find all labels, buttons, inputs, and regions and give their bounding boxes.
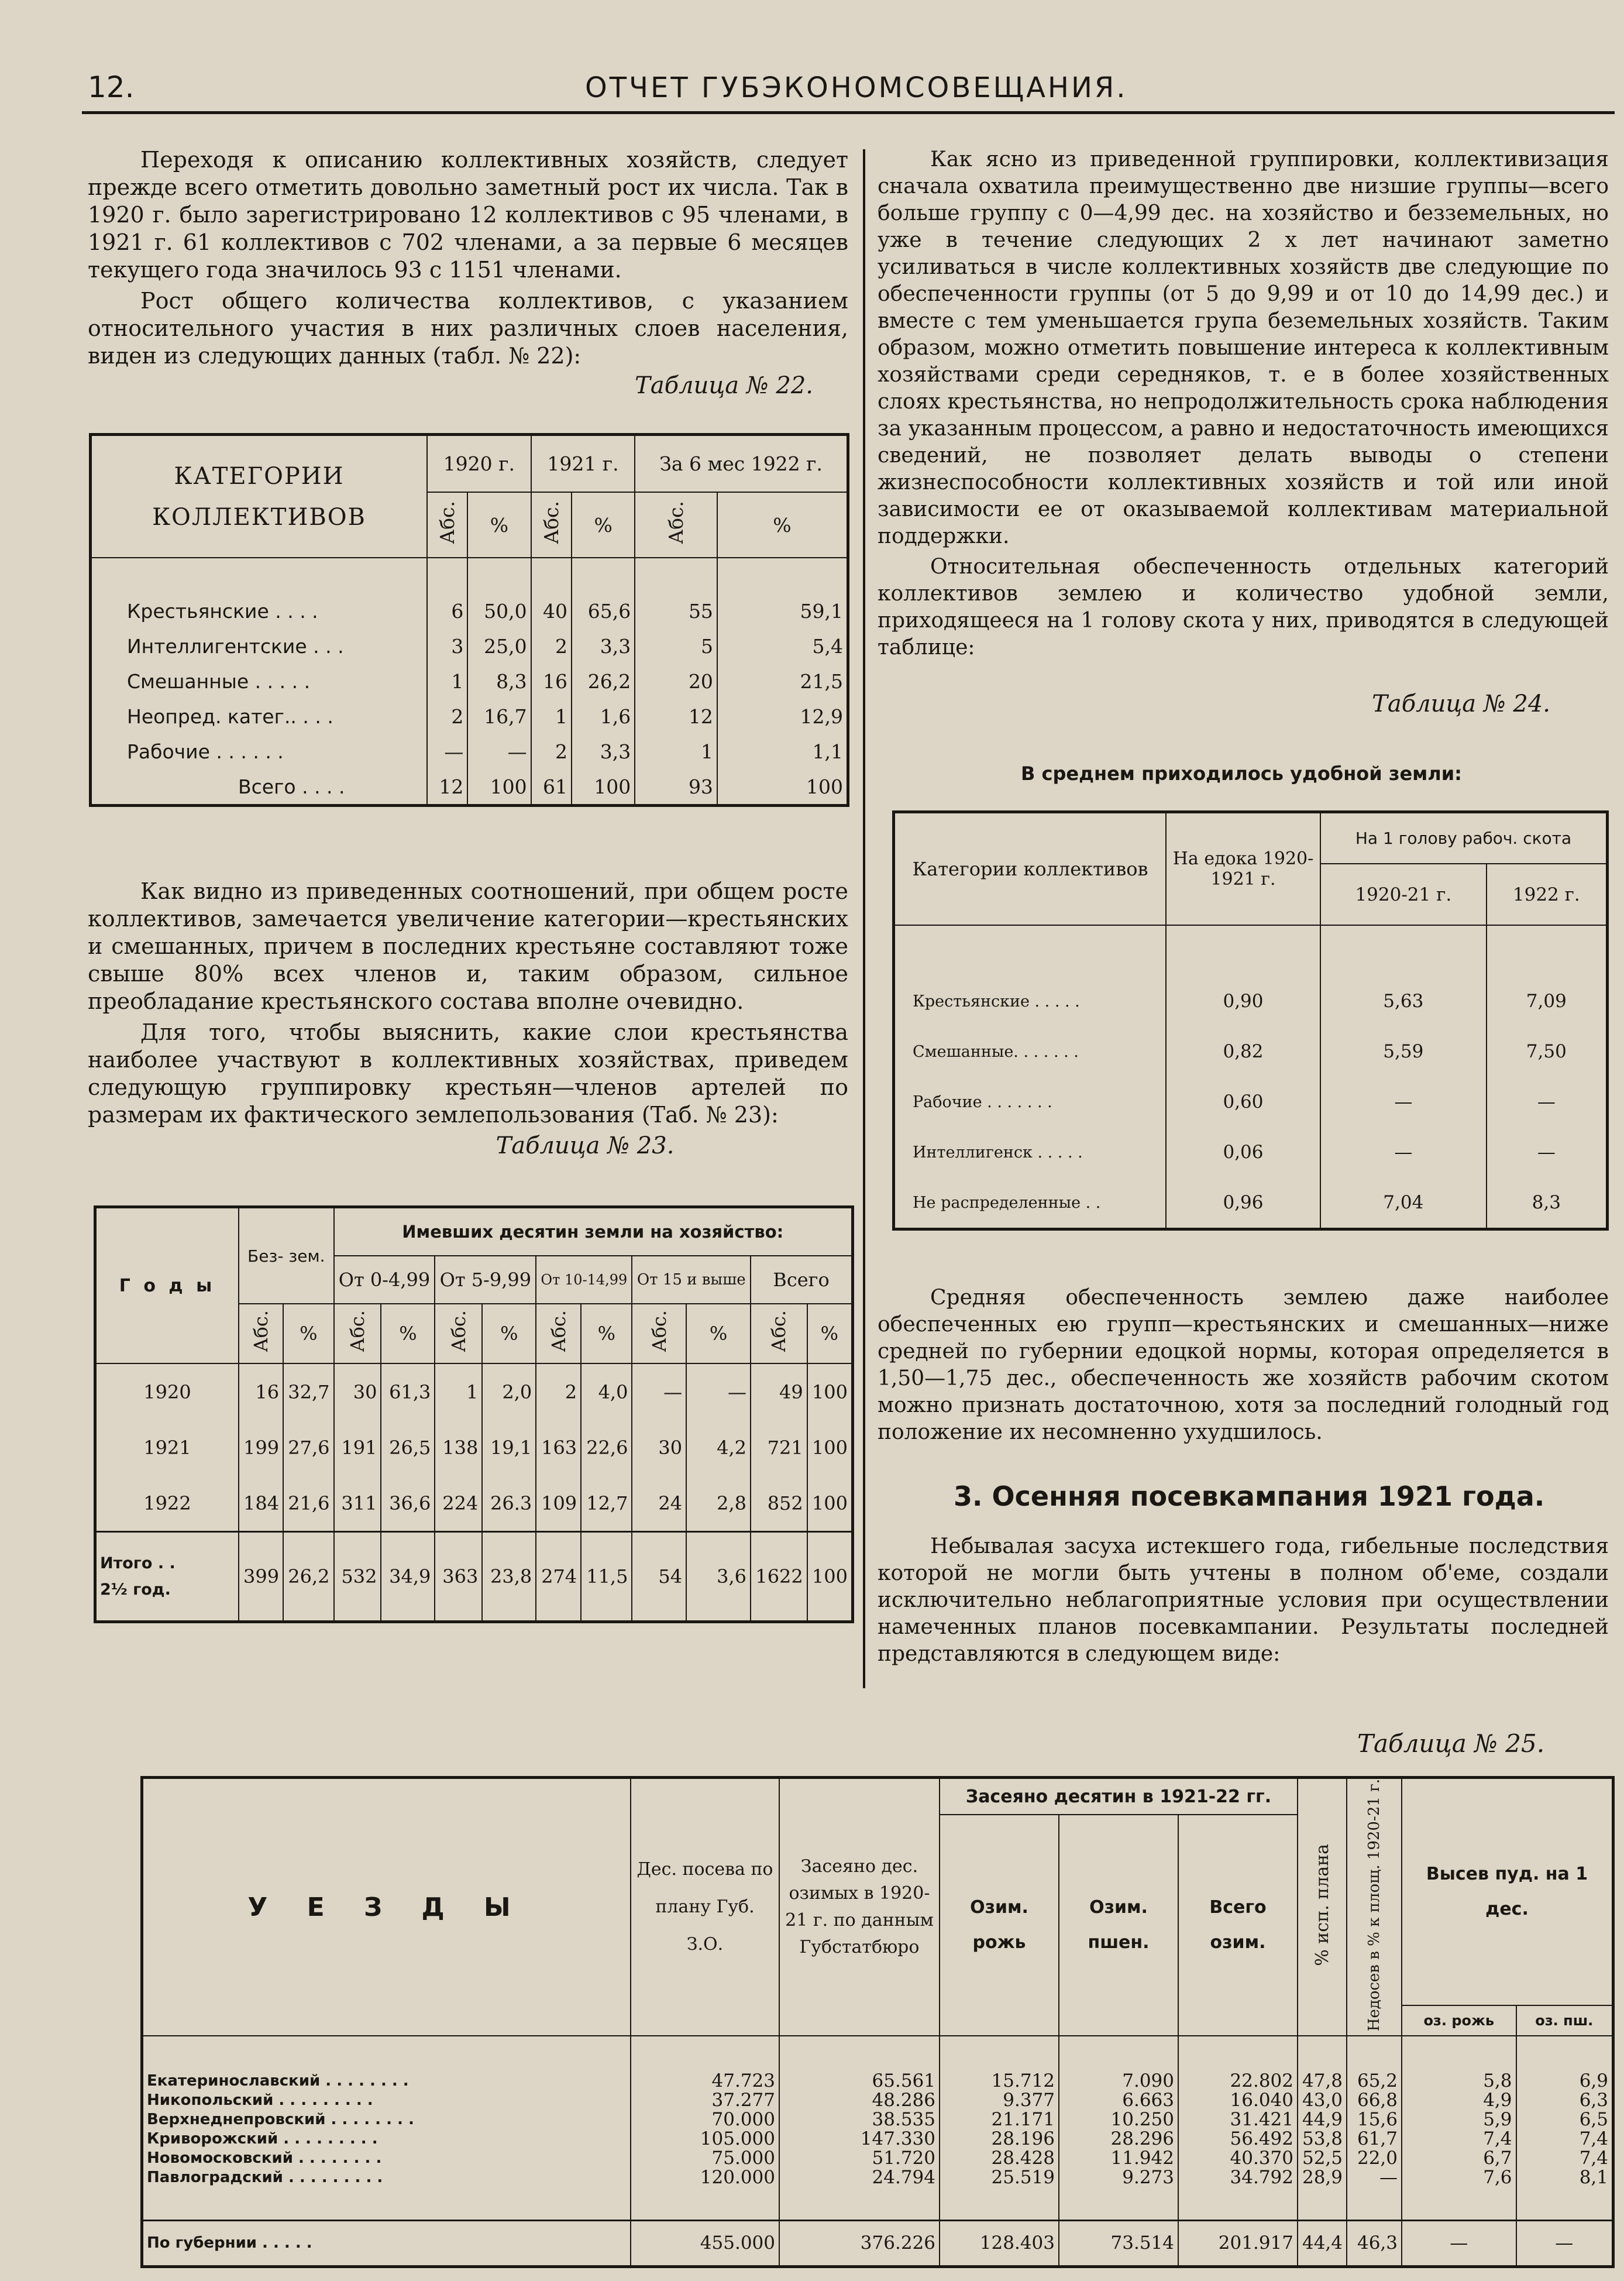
page-title: ОТЧЕТ ГУБЭКОНОМСОВЕЩАНИЯ. [585,71,1128,104]
t23-group-header: Имевших десятин земли на хозяйство: [334,1207,853,1256]
paragraph: Средняя обеспеченность землею даже наиболее обеспеченных ею групп—крестьянских и смешанных—ниже средней по губернии едоцкой нормы, которая определяется в 1,50—1,75 дес., обеспеченность же хозяйств рабочим скотом можно признать достаточною, хотя за последний голодный год положение их несомненно ухудшилось. [878,1286,1609,1444]
table-row-total: По губернии . . . . . 455.000 376.226 128.403 73.514 201.917 44,4 46,3 — — [142,2221,1613,2267]
table-row: Смешанные . . . . . 1 8,3 16 26,2 20 21,5 [91,664,848,699]
t25-pshen-header: Озим. пшен. [1059,1815,1178,2036]
table-row-total: Всего . . . . 12 100 61 100 93 100 [91,769,848,806]
t22-pct-header: % [467,492,531,558]
table-row: Екатеринославский . . . . . . . . 47.723 65.561 15.712 7.090 22.802 47,8 65,2 5,8 6,9 [142,2072,1613,2091]
right-column-text-4 [878,1533,1609,1671]
paragraph: Для того, чтобы выяснить, какие слои крестьянства наиболее участвуют в коллективных хозяйствах, приведем следующую группировку крестьян—членов артелей по размерам их фактического землепользования (Таб. № 23): [88,1019,848,1128]
t25-vysev-header: Высев пуд. на 1 дес. [1402,1778,1613,2006]
t24-col1-header: Категории коллективов [894,812,1167,926]
table-row: Не распределенные . . 0,96 7,04 8,3 [894,1177,1608,1229]
table-row: Смешанные. . . . . . . 0,82 5,59 7,50 [894,1026,1608,1077]
t23-group: От 15 и выше [632,1256,751,1304]
table-row: Крестьянские . . . . 6 50,0 40 65,6 55 59,1 [91,593,848,628]
right-column-text-3 [878,1284,1609,1449]
table24-caption: Таблица № 24. [1372,691,1550,717]
t22-year-header: За 6 мес 1922 г. [635,435,848,493]
table22-caption: Таблица № 22. [635,372,813,399]
table-row: Рабочие . . . . . . . 0,60 — — [894,1077,1608,1127]
t23-years-header: Г о д ы [95,1207,239,1364]
page-number: 12. [88,70,135,104]
table-row: Новомосковский . . . . . . . . 75.000 51.720 28.428 11.942 40.370 52,5 22,0 6,7 7,4 [142,2149,1613,2168]
table-row: Верхнеднепровский . . . . . . . . 70.000 38.535 21.171 10.250 31.421 44,9 15,6 5,9 6,5 [142,2110,1613,2129]
paragraph: Рост общего количества коллективов, с указанием относительного участия в них различных слоев населения, виден из следующих данных (табл. № 22): [88,288,848,369]
table-25 [140,1776,1615,2268]
t25-vysev-b-header: оз. пш. [1516,2005,1613,2036]
table-row: Крестьянские . . . . . 0,90 5,63 7,09 [894,976,1608,1026]
t25-vsego-header: Всего озим. [1178,1815,1298,2036]
table-row-total: Итого . . 2½ год. 399 26,2 532 34,9 363 23,8 274 11,5 54 3,6 1622 100 [95,1532,853,1622]
table-row: Интеллигенск . . . . . 0,06 — — [894,1127,1608,1177]
t22-year-header: 1920 г. [427,435,531,493]
table-row: 1920 16 32,7 30 61,3 1 2,0 2 4,0 — — 49 100 [95,1363,853,1420]
t22-category-header: КАТЕГОРИИ КОЛЛЕКТИВОВ [91,435,428,558]
table24-subtitle: В среднем приходилось удобной земли: [1021,762,1462,785]
t23-group: От 0-4,99 [334,1256,435,1304]
t25-zaseyano-header: Засеяно дес. озимых в 1920-21 г. по данным Губстатбюро [779,1778,940,2036]
table-row: 1921 199 27,6 191 26,5 138 19,1 163 22,6 30 4,2 721 100 [95,1420,853,1475]
paragraph: Как ясно из приведенной группировки, коллективизация сначала охватила преимущественно две низшие группы—всего больше группу с 0—4,99 дес. на хозяйство и безземельных, но уже в течение следующих 2 х лет начинают заметно усиливаться в числе коллективных хозяйств две следующие по обеспеченности группы (от 5 до 9,99 и от 10 до 14,99 дес.) и вместе с тем уменьшается група беземельных хозяйств. Таким образом, можно отметить повышение интереса к коллективным хозяйствами среди середняков, т. е в более хозяйственных слоях крестьянства, но непродолжительность срока наблюдения за указанным процессом, а равно и недостаточность имеющихся сведений, не позволяет делать выводы о степени жизнеспособности коллективных хозяйств и той или иной зависимости ее от оказываемой коллективам материальной поддержки. [878,147,1609,548]
t22-year-header: 1921 г. [531,435,635,493]
table-row: Криворожский . . . . . . . . . 105.000 147.330 28.196 28.296 56.492 53,8 61,7 7,4 7,4 [142,2129,1613,2149]
t24-col3b-header: 1922 г. [1487,864,1608,925]
t25-vysev-a-header: оз. рожь [1402,2005,1516,2036]
table-23: Г о д ы Без- зем. Имевших десятин земли на хозяйство: От 0-4,99 От 5-9,99 От 10-14,99 От 15 и выше Всего Абс. % Абс. % Абс. % Абс. % Абс. % Абс. % 1920 16 32,7 30 61,3 1 2,0 2 4,0 — — 49 100 1921 199 27,6 191 26,5 138 19,1 163 22,6 30 4,2 721 100 1922 184 21,6 311 36,6 224 26.3 109 12,7 24 2,8 852 100 Итого . . 2½ год. 399 26,2 532 34,9 363 23,8 274 11,5 54 3,6 1622 100 [94,1205,854,1623]
table23-caption: Таблица № 23. [496,1132,675,1159]
t23-group: Всего [751,1256,852,1304]
column-divider [863,149,865,1688]
t25-group-header: Засеяно десятин в 1921-22 гг. [940,1778,1298,1815]
t25-pct-header: % исп. плана [1312,1843,1333,1966]
t24-col3-header: На 1 голову рабоч. скота [1320,812,1608,864]
t25-plan-header: Дес. посева по плану Губ. З.О. [631,1778,779,2036]
header-rule [82,111,1615,114]
paragraph: Как видно из приведенных соотношений, при общем росте коллективов, замечается увеличение категории—крестьянских и смешанных, причем в последних крестьяне составляют тоже свыше 80% всех членов и, таким образом, сильное преобладание крестьянского состава вполне очевидно. [88,878,848,1014]
left-column-text [88,146,848,399]
t25-nedosev-header: Недосев в % к площ. 1920-21 г. [1365,1779,1383,2032]
t25-uezdy-header: У Е З Д Ы [142,1778,631,2036]
t22-pct-header: % [572,492,635,558]
table-22 [89,433,849,807]
paragraph: Переходя к описанию коллективных хозяйств, следует прежде всего отметить довольно заметный рост их числа. Так в 1920 г. было зарегистрировано 12 коллективов с 95 членами, в 1921 г. 61 коллективов с 702 членами, а за первые 6 месяцев текущего года значилось 93 с 1151 членами. [88,147,848,283]
table-row: Павлоградский . . . . . . . . . 120.000 24.794 25.519 9.273 34.792 28,9 — 7,6 8,1 [142,2168,1613,2187]
table25-caption: Таблица № 25. [1357,1729,1545,1758]
t22-abs-header: Абс. [665,501,688,544]
t22-abs-header: Абс. [539,501,563,544]
t23-bez-header: Без- зем. [239,1207,334,1304]
paragraph: Небывалая засуха истекшего года, гибельные последствия которой не могли быть учтены в полном об'еме, создали исключительно неблагоприятные условия при осуществлении намеченных планов посевкампании. Результаты последней представляются в следующем виде: [878,1534,1609,1666]
t23-group: От 10-14,99 [536,1256,632,1304]
table-row: Никопольский . . . . . . . . . 37.277 48.286 9.377 6.663 16.040 43,0 66,8 4,9 6,3 [142,2091,1613,2110]
left-column-text-2 [88,878,848,1159]
t22-pct-header: % [717,492,848,558]
table-row: Интеллигентские . . . 3 25,0 2 3,3 5 5,4 [91,628,848,664]
table-row: Неопред. катег.. . . . 2 16,7 1 1,6 12 12,9 [91,699,848,734]
t24-col3a-header: 1920-21 г. [1320,864,1487,925]
t24-col2-header: На едока 1920-1921 г. [1166,812,1320,926]
table-row: Рабочие . . . . . . — — 2 3,3 1 1,1 [91,734,848,769]
t23-group: От 5-9,99 [435,1256,536,1304]
t25-rozh-header: Озим. рожь [940,1815,1059,2036]
right-column-text [878,146,1609,717]
section-heading: 3. Осенняя посевкампания 1921 года. [954,1480,1545,1512]
table-row: 1922 184 21,6 311 36,6 224 26.3 109 12,7 24 2,8 852 100 [95,1475,853,1532]
t22-abs-header: Абс. [436,501,459,544]
paragraph: Относительная обеспеченность отдельных категорий коллективов землею и количество удобной земли, приходящееся на 1 голову скота у них, приводятся в следующей таблице: [878,555,1609,659]
table-24 [892,810,1609,1231]
